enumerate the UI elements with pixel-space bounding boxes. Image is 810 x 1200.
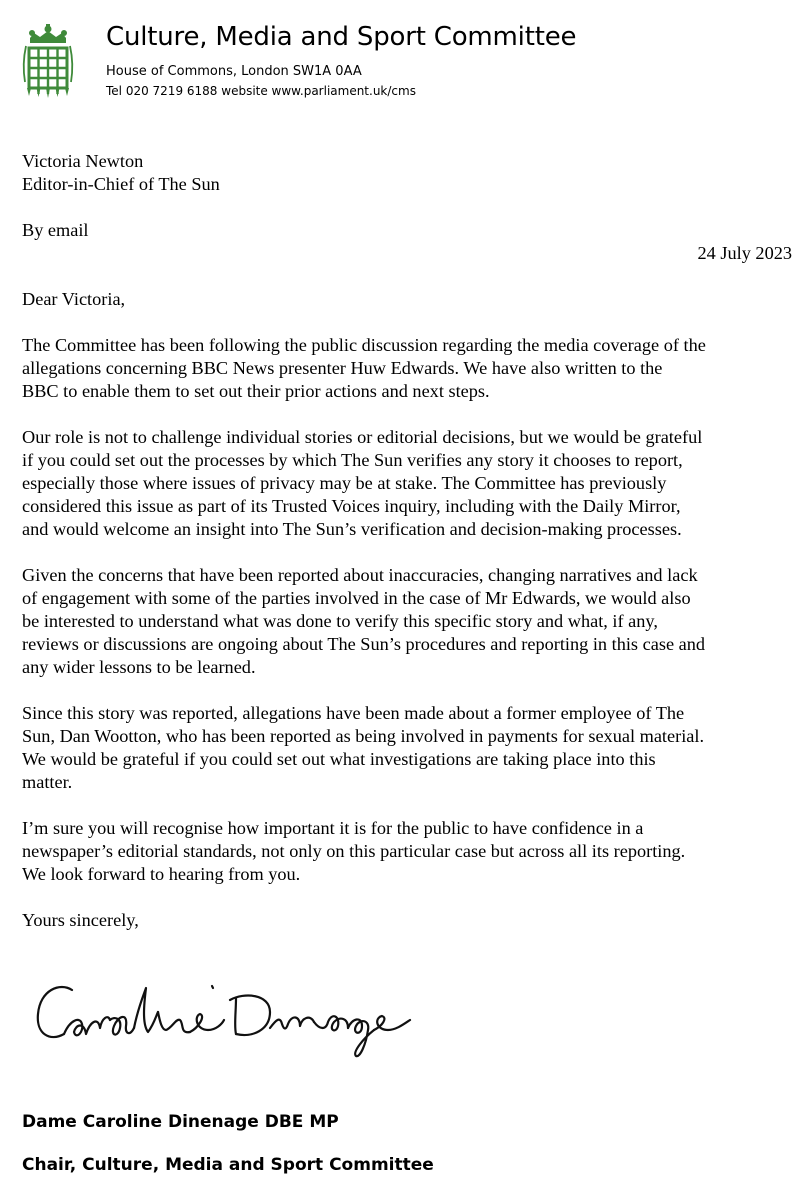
paragraph-line: Given the concerns that have been reported about inaccuracies, changing narratives and lack <box>22 565 698 585</box>
signatory-title: Chair, Culture, Media and Sport Committee <box>22 1155 434 1175</box>
handwritten-signature <box>30 968 420 1068</box>
letter-date: 24 July 2023 <box>697 243 792 263</box>
paragraph <box>22 426 792 541</box>
paragraph-line: and would welcome an insight into The Sun’s verification and decision-making processes. <box>22 519 682 539</box>
recipient-name: Victoria Newton <box>22 151 144 171</box>
delivery-method: By email <box>22 220 89 240</box>
paragraph-line: newspaper’s editorial standards, not only on this particular case but across all its reporting. <box>22 841 686 861</box>
paragraph-line: if you could set out the processes by which The Sun verifies any story it chooses to report, <box>22 450 683 470</box>
salutation: Dear Victoria, <box>22 289 126 309</box>
paragraph-line: Sun, Dan Wootton, who has been reported as being involved in payments for sexual material. <box>22 726 705 746</box>
paragraph-line: The Committee has been following the public discussion regarding the media coverage of the <box>22 335 706 355</box>
paragraph-line: Since this story was reported, allegations have been made about a former employee of The <box>22 703 685 723</box>
recipient-title: Editor-in-Chief of The Sun <box>22 174 220 194</box>
paragraph-line: We look forward to hearing from you. <box>22 864 301 884</box>
committee-address: House of Commons, London SW1A 0AA <box>106 64 362 79</box>
letterhead <box>20 16 780 116</box>
committee-contact: Tel 020 7219 6188 website www.parliament.uk/cms <box>106 84 416 98</box>
paragraph-line: any wider lessons to be learned. <box>22 657 256 677</box>
paragraph-line: allegations concerning BBC News presenter Huw Edwards. We have also written to the <box>22 358 663 378</box>
paragraph <box>22 817 792 886</box>
paragraph-line: Our role is not to challenge individual stories or editorial decisions, but we would be grateful <box>22 427 703 447</box>
paragraph-line: BBC to enable them to set out their prior actions and next steps. <box>22 381 490 401</box>
paragraph-line: considered this issue as part of its Trusted Voices inquiry, including with the Daily Mirror, <box>22 496 681 516</box>
paragraph-line: We would be grateful if you could set out what investigations are taking place into this <box>22 749 656 769</box>
paragraph <box>22 702 792 794</box>
paragraph <box>22 334 792 403</box>
paragraph-line: I’m sure you will recognise how important it is for the public to have confidence in a <box>22 818 644 838</box>
closing: Yours sincerely, <box>22 910 139 930</box>
paragraph-line: matter. <box>22 772 73 792</box>
paragraph-line: reviews or discussions are ongoing about The Sun’s procedures and reporting in this case and <box>22 634 706 654</box>
letter-body <box>22 150 792 932</box>
paragraph-line: especially those where issues of privacy may be at stake. The Committee has previously <box>22 473 667 493</box>
portcullis-icon <box>20 24 76 106</box>
paragraph <box>22 564 792 679</box>
committee-name: Culture, Media and Sport Committee <box>106 22 577 52</box>
paragraph-line: of engagement with some of the parties involved in the case of Mr Edwards, we would also <box>22 588 691 608</box>
signatory-name: Dame Caroline Dinenage DBE MP <box>22 1112 339 1132</box>
paragraph-line: be interested to understand what was done to verify this specific story and what, if any, <box>22 611 658 631</box>
